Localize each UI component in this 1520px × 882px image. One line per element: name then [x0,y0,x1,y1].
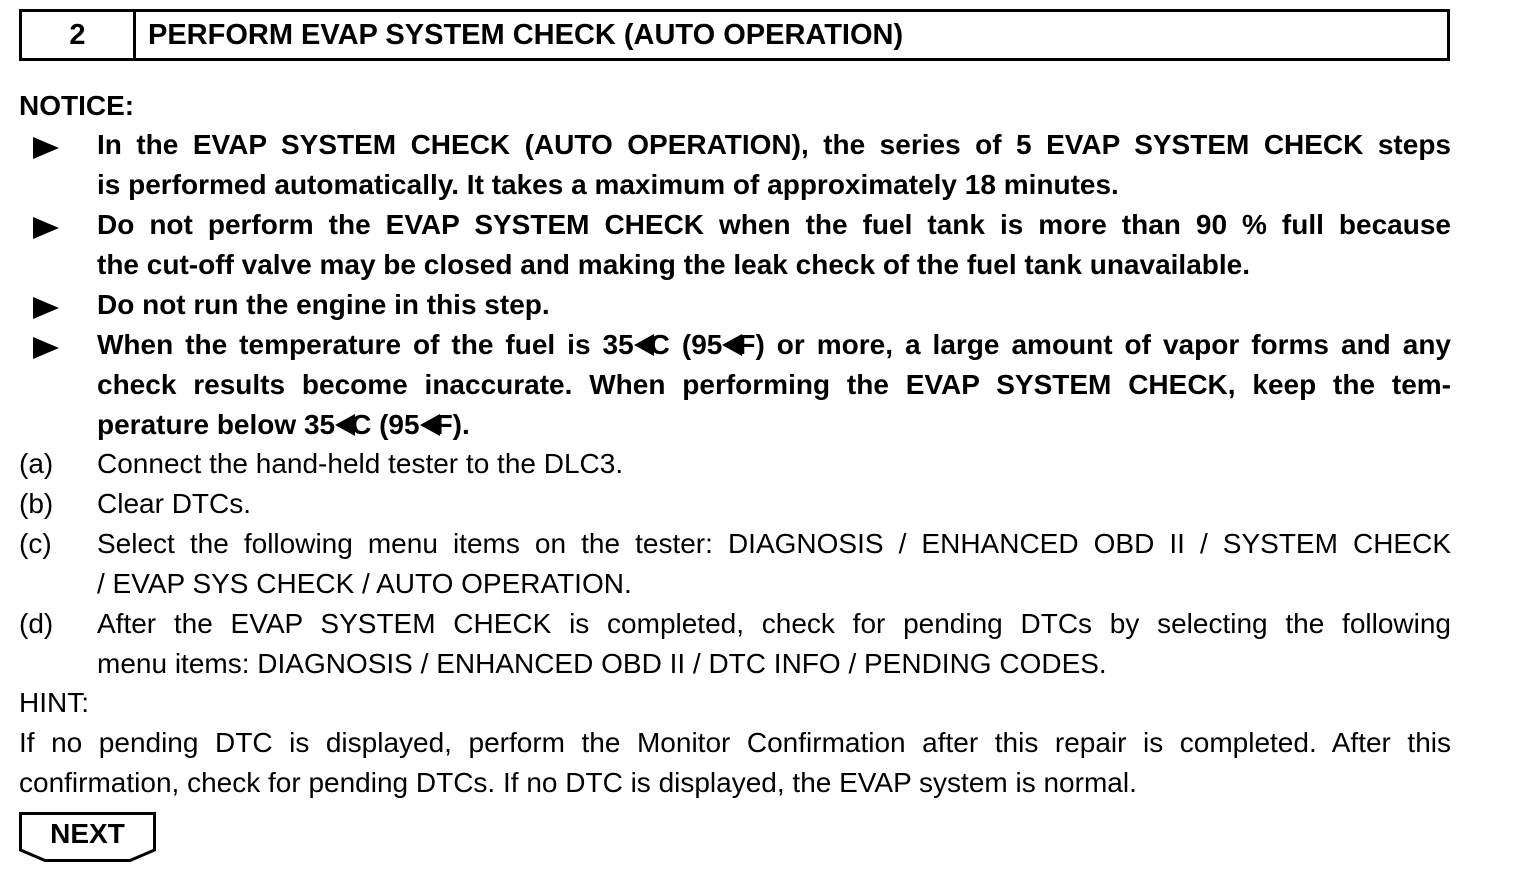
bullet-arrow-icon [33,297,59,319]
step-number: 2 [22,12,136,58]
notice-item-4-line-2: check results become inaccurate. When performing the EVAP SYSTEM CHECK, keep the tem- [97,369,1451,400]
notice-item-4-text-e: C (95 [351,409,420,440]
notice-label: NOTICE: [19,90,135,121]
step-b-label: (b) [19,488,54,519]
step-d-line-2: menu items: DIAGNOSIS / ENHANCED OBD II / DTC INFO / PENDING CODES. [97,648,1107,679]
step-a-label: (a) [19,448,54,479]
notice-item-4-line-1 [97,325,1451,365]
notice-item-4-line-3 [97,405,470,445]
step-c-label: (c) [19,528,52,559]
step-b-text: Clear DTCs. [97,488,252,519]
notice-item-4-text-a: When the temperature of the fuel is 35 [97,329,634,360]
step-c-line-1: Select the following menu items on the tester: DIAGNOSIS / ENHANCED OBD II / SYSTEM CHECK [97,528,1451,559]
step-title: PERFORM EVAP SYSTEM CHECK (AUTO OPERATION) [148,18,904,51]
step-c-line-2: / EVAP SYS CHECK / AUTO OPERATION. [97,568,632,599]
notice-item-3-line-1: Do not run the engine in this step. [97,289,550,320]
notice-item-4-text-c: F) or more, a large amount of vapor forms and any [738,329,1452,360]
notice-item-4-text-f: F). [435,409,470,440]
notice-item-2-line-2: the cut-off valve may be closed and making the leak check of the fuel tank unavailable. [97,249,1251,280]
hint-line-1: If no pending DTC is displayed, perform the Monitor Confirmation after this repair is completed. After this [19,727,1451,758]
next-button-label: NEXT [50,818,125,849]
step-d-line-1: After the EVAP SYSTEM CHECK is completed, check for pending DTCs by selecting the following [97,608,1451,639]
bullet-arrow-icon [33,137,59,159]
step-a-text: Connect the hand-held tester to the DLC3. [97,448,624,479]
next-button[interactable] [19,812,156,862]
hint-line-2: confirmation, check for pending DTCs. If no DTC is displayed, the EVAP system is normal. [19,767,1137,798]
hint-label: HINT: [19,687,89,718]
notice-item-2-line-1: Do not perform the EVAP SYSTEM CHECK when the fuel tank is more than 90 % full because [97,209,1451,240]
bullet-arrow-icon [33,217,59,239]
notice-item-4-text-d: perature below 35 [97,409,336,440]
notice-item-1-line-1: In the EVAP SYSTEM CHECK (AUTO OPERATION), the series of 5 EVAP SYSTEM CHECK steps [97,129,1451,160]
step-d-label: (d) [19,608,54,639]
notice-item-4-text-b: C (95 [649,329,723,360]
step-header [19,9,1450,61]
notice-item-1-line-2: is performed automatically. It takes a maximum of approximately 18 minutes. [97,169,1119,200]
bullet-arrow-icon [33,337,59,359]
